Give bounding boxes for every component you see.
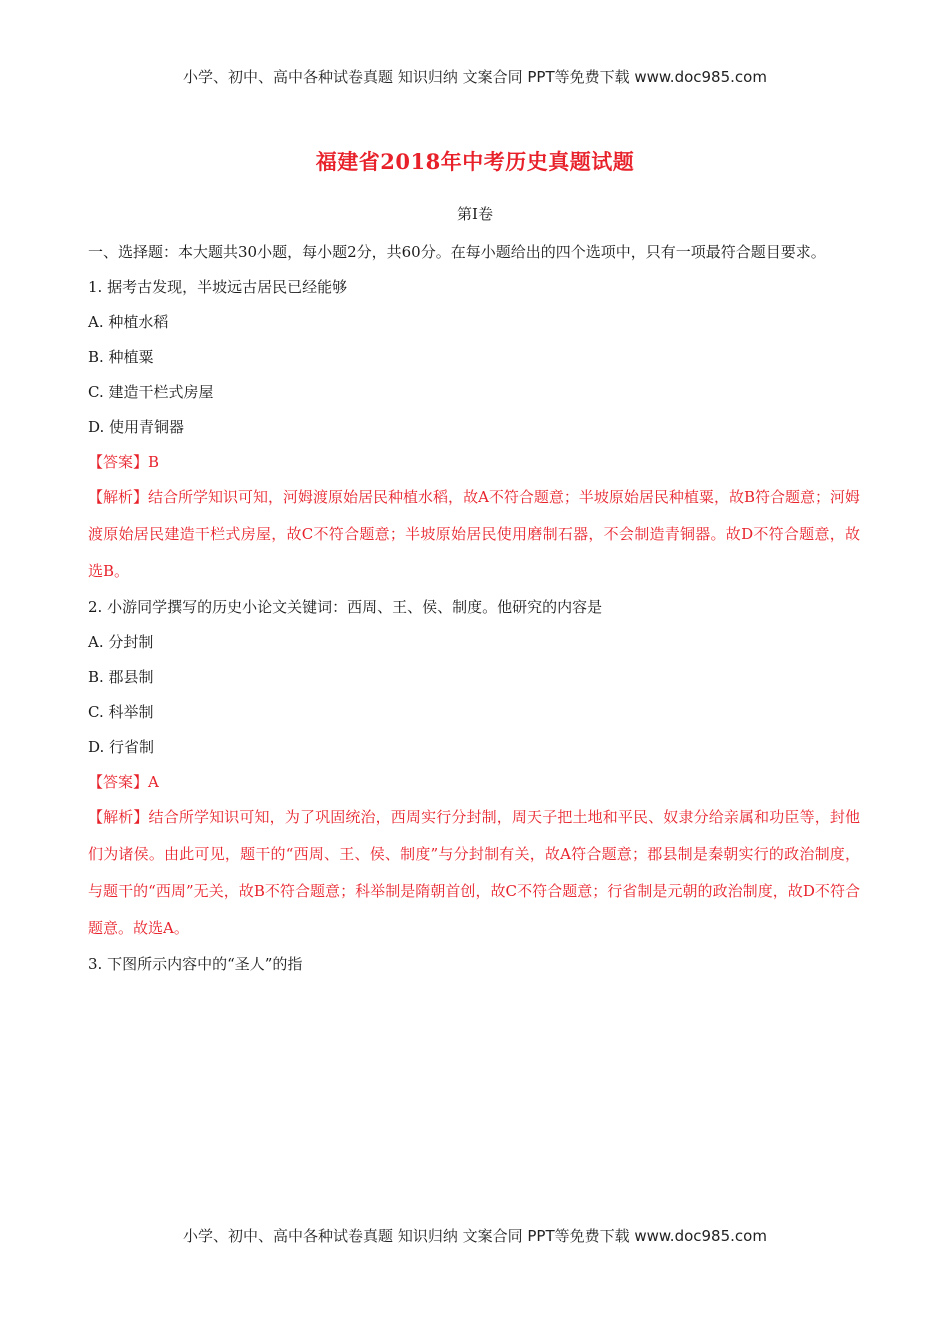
question-2-analysis: 【解析】结合所学知识可知，为了巩固统治，西周实行分封制，周天子把土地和平民、奴隶分给亲属和功臣等，封他们为诸侯。由此可见，题干的“西周、王、侯、制度”与分封制有关，故A符合题意；郡县制是秦朝实行的政治制度，与题干的“西周”无关，故B不符合题意；科举制是隋朝首创，故C不符合题意；行省制是元朝的政治制度，故D不符合题意。故选A。 — [88, 808, 860, 937]
question-1-option-a: A. 种植水稻 — [88, 313, 169, 331]
question-1-stem: 1. 据考古发现，半坡远古居民已经能够 — [88, 278, 348, 296]
question-2-option-b: B. 郡县制 — [88, 668, 154, 686]
question-2-option-d: D. 行省制 — [88, 738, 155, 756]
question-2-option-a: A. 分封制 — [88, 633, 154, 651]
question-1-option-b: B. 种植粟 — [88, 348, 154, 366]
question-2-answer: 【答案】A — [88, 773, 159, 791]
section-intro: 一、选择题：本大题共30小题，每小题2分，共60分。在每小题给出的四个选项中，只有一项最符合题目要求。 — [88, 243, 826, 261]
question-1-option-c: C. 建造干栏式房屋 — [88, 383, 214, 401]
page-header: 小学、初中、高中各种试卷真题 知识归纳 文案合同 PPT等免费下载 www.doc985.com — [183, 68, 767, 86]
page-footer: 小学、初中、高中各种试卷真题 知识归纳 文案合同 PPT等免费下载 www.doc985.com — [183, 1227, 767, 1245]
volume-label: 第Ⅰ卷 — [457, 205, 493, 223]
question-1-option-d: D. 使用青铜器 — [88, 418, 185, 436]
question-2-option-c: C. 科举制 — [88, 703, 154, 721]
question-1-analysis: 【解析】结合所学知识可知，河姆渡原始居民种植水稻，故A不符合题意；半坡原始居民种植粟，故B符合题意；河姆渡原始居民建造干栏式房屋，故C不符合题意；半坡原始居民使用磨制石器，不会制造青铜器。故D不符合题意，故选B。 — [88, 488, 860, 580]
document-title: 福建省2018年中考历史真题试题 — [315, 149, 635, 174]
question-2-stem: 2. 小游同学撰写的历史小论文关键词：西周、王、侯、制度。他研究的内容是 — [88, 598, 603, 616]
question-3-stem: 3. 下图所示内容中的“圣人”的指 — [88, 955, 303, 973]
document-body — [88, 234, 860, 982]
question-1-answer: 【答案】B — [88, 453, 160, 471]
